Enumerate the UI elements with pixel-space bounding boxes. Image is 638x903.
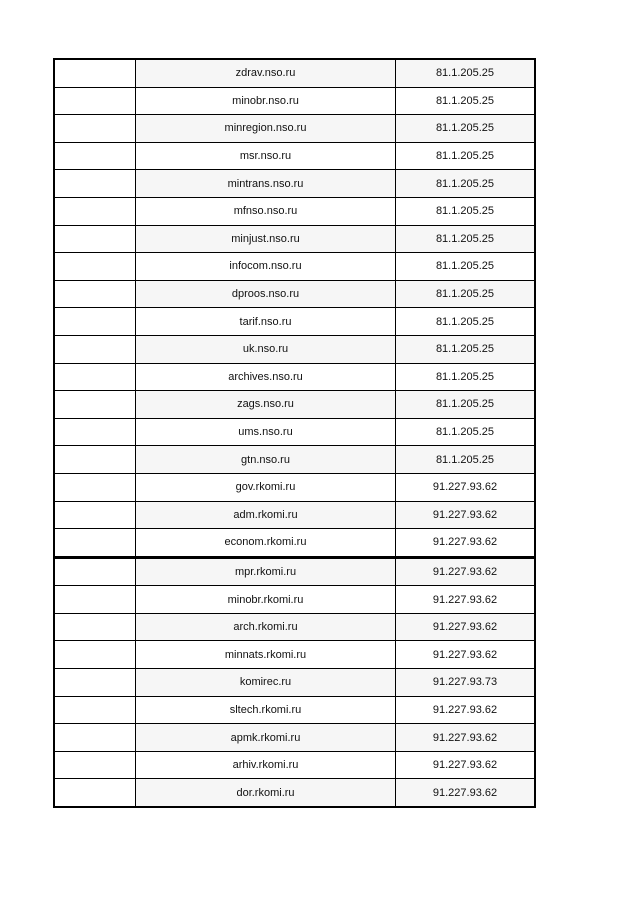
ip-cell: 81.1.205.25 — [396, 253, 536, 281]
domain-cell: mfnso.nso.ru — [136, 197, 396, 225]
table-row — [54, 641, 535, 669]
table-row — [54, 225, 535, 253]
table-row — [54, 87, 535, 115]
domain-cell: gtn.nso.ru — [136, 446, 396, 474]
table-row — [54, 363, 535, 391]
ip-cell: 81.1.205.25 — [396, 280, 536, 308]
table-row — [54, 724, 535, 752]
index-cell — [54, 253, 136, 281]
ip-cell: 81.1.205.25 — [396, 59, 536, 87]
index-cell — [54, 557, 136, 586]
ip-cell: 91.227.93.62 — [396, 501, 536, 529]
index-cell — [54, 779, 136, 807]
domain-cell: arhiv.rkomi.ru — [136, 751, 396, 779]
ip-cell: 81.1.205.25 — [396, 391, 536, 419]
table-row — [54, 446, 535, 474]
ip-cell: 81.1.205.25 — [396, 87, 536, 115]
table-row — [54, 142, 535, 170]
table-row — [54, 696, 535, 724]
index-cell — [54, 170, 136, 198]
index-cell — [54, 363, 136, 391]
domain-cell: mpr.rkomi.ru — [136, 557, 396, 586]
table-row — [54, 586, 535, 614]
ip-cell: 91.227.93.62 — [396, 529, 536, 558]
index-cell — [54, 586, 136, 614]
index-cell — [54, 724, 136, 752]
domain-cell: uk.nso.ru — [136, 335, 396, 363]
index-cell — [54, 280, 136, 308]
table-row — [54, 115, 535, 143]
table-row — [54, 170, 535, 198]
ip-cell: 81.1.205.25 — [396, 115, 536, 143]
table-row — [54, 308, 535, 336]
domain-cell: dproos.nso.ru — [136, 280, 396, 308]
domain-cell: ums.nso.ru — [136, 418, 396, 446]
domain-cell: adm.rkomi.ru — [136, 501, 396, 529]
domain-cell: tarif.nso.ru — [136, 308, 396, 336]
domain-cell: infocom.nso.ru — [136, 253, 396, 281]
table-row — [54, 418, 535, 446]
ip-cell: 81.1.205.25 — [396, 197, 536, 225]
ip-cell: 91.227.93.62 — [396, 724, 536, 752]
index-cell — [54, 418, 136, 446]
index-cell — [54, 641, 136, 669]
table-row — [54, 391, 535, 419]
domain-cell: minobr.nso.ru — [136, 87, 396, 115]
ip-cell: 81.1.205.25 — [396, 170, 536, 198]
ip-cell: 81.1.205.25 — [396, 363, 536, 391]
index-cell — [54, 751, 136, 779]
index-cell — [54, 501, 136, 529]
domain-cell: arch.rkomi.ru — [136, 613, 396, 641]
ip-cell: 91.227.93.62 — [396, 586, 536, 614]
index-cell — [54, 669, 136, 697]
domain-cell: sltech.rkomi.ru — [136, 696, 396, 724]
index-cell — [54, 446, 136, 474]
table-row — [54, 473, 535, 501]
index-cell — [54, 529, 136, 558]
index-cell — [54, 197, 136, 225]
ip-cell: 81.1.205.25 — [396, 142, 536, 170]
table-row — [54, 335, 535, 363]
index-cell — [54, 142, 136, 170]
ip-cell: 91.227.93.73 — [396, 669, 536, 697]
index-cell — [54, 473, 136, 501]
table-row — [54, 529, 535, 558]
domain-cell: zags.nso.ru — [136, 391, 396, 419]
domain-cell: komirec.ru — [136, 669, 396, 697]
ip-cell: 91.227.93.62 — [396, 779, 536, 807]
table-row — [54, 613, 535, 641]
ip-cell: 91.227.93.62 — [396, 696, 536, 724]
domain-ip-table — [53, 58, 536, 808]
domain-cell: msr.nso.ru — [136, 142, 396, 170]
domain-cell: gov.rkomi.ru — [136, 473, 396, 501]
ip-cell: 91.227.93.62 — [396, 557, 536, 586]
domain-cell: zdrav.nso.ru — [136, 59, 396, 87]
domain-cell: minregion.nso.ru — [136, 115, 396, 143]
table-body — [54, 59, 535, 807]
table-row — [54, 779, 535, 807]
table-row — [54, 280, 535, 308]
ip-cell: 91.227.93.62 — [396, 473, 536, 501]
ip-cell: 91.227.93.62 — [396, 751, 536, 779]
ip-cell: 81.1.205.25 — [396, 335, 536, 363]
table-row — [54, 557, 535, 586]
index-cell — [54, 335, 136, 363]
domain-cell: archives.nso.ru — [136, 363, 396, 391]
index-cell — [54, 115, 136, 143]
domain-cell: dor.rkomi.ru — [136, 779, 396, 807]
domain-cell: econom.rkomi.ru — [136, 529, 396, 558]
index-cell — [54, 613, 136, 641]
ip-cell: 81.1.205.25 — [396, 446, 536, 474]
table-row — [54, 197, 535, 225]
ip-cell: 91.227.93.62 — [396, 641, 536, 669]
ip-cell: 81.1.205.25 — [396, 418, 536, 446]
table-row — [54, 751, 535, 779]
domain-cell: apmk.rkomi.ru — [136, 724, 396, 752]
ip-cell: 81.1.205.25 — [396, 225, 536, 253]
table-row — [54, 669, 535, 697]
index-cell — [54, 696, 136, 724]
domain-cell: minobr.rkomi.ru — [136, 586, 396, 614]
domain-cell: minjust.nso.ru — [136, 225, 396, 253]
index-cell — [54, 59, 136, 87]
index-cell — [54, 87, 136, 115]
index-cell — [54, 391, 136, 419]
ip-cell: 91.227.93.62 — [396, 613, 536, 641]
table-row — [54, 253, 535, 281]
domain-cell: mintrans.nso.ru — [136, 170, 396, 198]
index-cell — [54, 308, 136, 336]
domain-cell: minnats.rkomi.ru — [136, 641, 396, 669]
table-row — [54, 59, 535, 87]
ip-cell: 81.1.205.25 — [396, 308, 536, 336]
table-row — [54, 501, 535, 529]
index-cell — [54, 225, 136, 253]
